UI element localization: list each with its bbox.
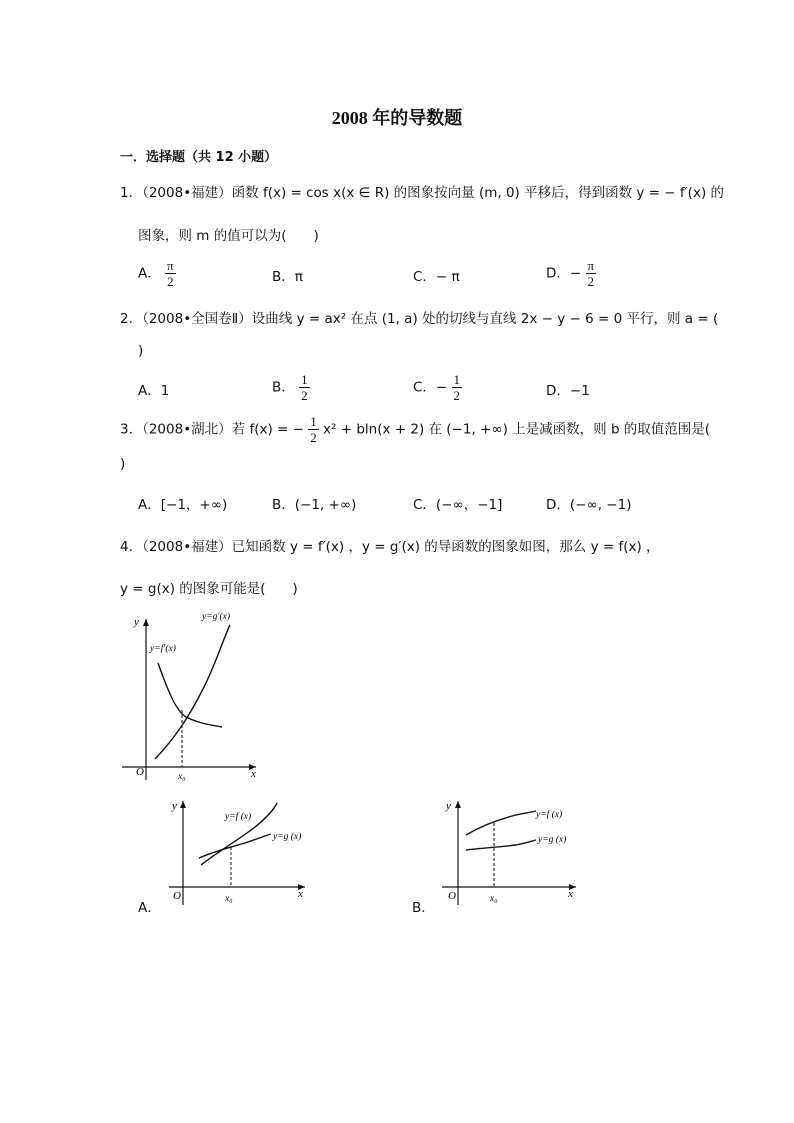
q2-option-c[interactable] bbox=[413, 372, 462, 403]
q2-option-b-fraction: $\frac{1}{2}$ bbox=[301, 372, 308, 403]
q1-option-a-fraction: $\frac{\pi}{2}$ bbox=[167, 258, 174, 289]
page-title: 2008 年的导数题 bbox=[331, 108, 463, 128]
b-curve-f bbox=[466, 811, 536, 835]
a-y-label: y bbox=[172, 800, 177, 812]
b-curve-g bbox=[466, 840, 536, 850]
q4-option-a-graph[interactable] bbox=[165, 795, 315, 907]
b-x-label: x bbox=[568, 888, 573, 900]
a-y-arrow-icon bbox=[180, 801, 186, 808]
q2-stem-line2: ) bbox=[138, 343, 144, 359]
q3-stem-pre: 3．（2008•湖北）若 f(x) = − bbox=[120, 421, 304, 438]
q2-option-c-label: C．− bbox=[413, 379, 448, 396]
main-x-label: x bbox=[251, 768, 256, 780]
q1-option-c[interactable]: C．− π bbox=[413, 269, 460, 285]
q4-option-b-label[interactable]: B． bbox=[412, 900, 435, 916]
q3-option-b[interactable]: B．(−1, +∞) bbox=[272, 497, 357, 513]
q1-stem-line1: 1．（2008•福建）函数 f(x) = cos x(x ∈ R) 的图象按向量 (m, 0) 平移后，得到函数 y = − f′(x) 的 bbox=[120, 185, 724, 201]
q3-option-a[interactable]: A．[−1，+∞) bbox=[138, 497, 228, 513]
curve-f-prime bbox=[158, 663, 222, 727]
a-curve-g bbox=[199, 834, 271, 858]
a-x0-label: x₀ bbox=[225, 894, 233, 904]
a-label-f: y=f (x) bbox=[225, 812, 252, 822]
main-y-arrow-icon bbox=[143, 619, 149, 626]
main-x0-label: x₀ bbox=[178, 772, 186, 782]
q3-stem-line2: ) bbox=[120, 456, 126, 472]
a-origin-label: O bbox=[173, 890, 181, 902]
q1-option-d-label: D．− bbox=[546, 265, 582, 282]
q3-stem-fraction: $\frac{1}{2}$ bbox=[310, 414, 317, 445]
main-origin-label: O bbox=[136, 766, 144, 778]
q4-stem-line1: 4．（2008•福建）已知函数 y = f′(x) ，y = g′(x) 的导函数的图象如图，那么 y = f(x) ， bbox=[120, 539, 660, 555]
main-label-f-prime: y=f′(x) bbox=[150, 644, 176, 654]
q4-option-a-label[interactable]: A． bbox=[138, 900, 161, 916]
q1-option-b[interactable]: B．π bbox=[272, 269, 303, 285]
q4-derivative-graph bbox=[118, 605, 268, 785]
a-x-label: x bbox=[298, 888, 303, 900]
b-label-g: y=g (x) bbox=[538, 835, 567, 845]
q2-option-c-fraction: $\frac{1}{2}$ bbox=[453, 372, 461, 403]
q3-stem-post: x² + bln(x + 2) 在 (−1, +∞) 上是减函数，则 b 的取值范围是( bbox=[323, 421, 711, 438]
q1-option-d[interactable] bbox=[546, 258, 596, 289]
b-y-label: y bbox=[446, 800, 451, 812]
q2-option-b-label: B． bbox=[272, 379, 295, 396]
b-origin-label: O bbox=[448, 890, 456, 902]
q3-option-c[interactable]: C．(−∞，−1] bbox=[413, 497, 503, 513]
q1-stem-line2: 图象，则 m 的值可以为( ) bbox=[138, 228, 319, 244]
b-x0-label: x₀ bbox=[490, 894, 498, 904]
section-heading: 一．选择题（共 12 小题） bbox=[120, 150, 278, 165]
q1-option-a-label: A． bbox=[138, 265, 161, 282]
q3-option-d[interactable]: D．(−∞, −1) bbox=[546, 497, 632, 513]
q1-option-d-fraction: $\frac{\pi}{2}$ bbox=[587, 258, 595, 289]
b-y-arrow-icon bbox=[455, 801, 461, 808]
q1-option-a[interactable] bbox=[138, 258, 176, 289]
q2-option-d[interactable]: D．−1 bbox=[546, 383, 590, 399]
q2-option-b[interactable] bbox=[272, 372, 310, 403]
main-label-g-prime: y=g′(x) bbox=[202, 612, 230, 622]
q4-option-b-graph[interactable] bbox=[438, 795, 588, 907]
q3-stem-line1 bbox=[120, 414, 710, 445]
q2-stem-line1: 2．（2008•全国卷Ⅱ）设曲线 y = ax² 在点 (1, a) 处的切线与直线 2x − y − 6 = 0 平行，则 a = ( bbox=[120, 311, 719, 327]
q2-option-a[interactable]: A．1 bbox=[138, 383, 170, 399]
main-y-label: y bbox=[134, 616, 139, 628]
q4-stem-line2: y = g(x) 的图象可能是( ) bbox=[120, 581, 298, 597]
a-label-g: y=g (x) bbox=[273, 832, 302, 842]
b-label-f: y=f (x) bbox=[536, 810, 563, 820]
